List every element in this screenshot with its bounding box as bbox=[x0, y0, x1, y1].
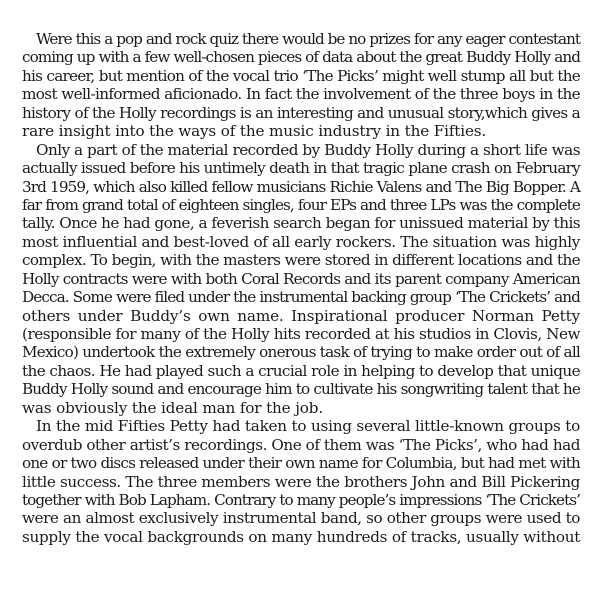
text-line: history of the Holly recordings is an interesting and unusual story,which gives a bbox=[22, 103, 580, 122]
text-line: was obviously the ideal man for the job. bbox=[22, 398, 323, 417]
text-line: tally. Once he had gone, a feverish search began for unissued material by this bbox=[22, 214, 580, 233]
text-line: most influential and best-loved of all early rockers. The situation was highly bbox=[22, 232, 580, 251]
text-line: complex. To begin, with the masters were stored in different locations and the bbox=[22, 251, 580, 270]
text-line: supply the vocal backgrounds on many hundreds of tracks, usually without bbox=[22, 527, 580, 546]
text-line: Were this a pop and rock quiz there would be no prizes for any eager contestant bbox=[36, 30, 580, 48]
text-line: others under Buddy’s own name. Inspirational producer Norman Petty bbox=[22, 306, 580, 325]
text-line: Holly contracts were with both Coral Records and its parent company American bbox=[22, 269, 580, 288]
text-line: actually issued before his untimely death in that tragic plane crash on February bbox=[22, 159, 580, 178]
text-line: most well-informed aficionado. In fact the involvement of the three boys in the bbox=[22, 85, 580, 104]
text-line: his career, but mention of the vocal trio ‘The Picks’ might well stump all but the bbox=[22, 66, 580, 85]
text-line: (responsible for many of the Holly hits recorded at his studios in Clovis, New bbox=[22, 325, 580, 343]
text-line: were an almost exclusively instrumental band, so other groups were used to bbox=[22, 509, 580, 528]
text-line: the chaos. He had played such a crucial role in helping to develop that unique bbox=[22, 361, 580, 380]
paragraph-3 bbox=[22, 417, 580, 546]
text-line: Only a part of the material recorded by Buddy Holly during a short life was bbox=[36, 140, 580, 159]
text-line: one or two discs released under their own name for Columbia, but had met with bbox=[22, 454, 580, 473]
text-line: Buddy Holly sound and encourage him to cultivate his songwriting talent that he bbox=[22, 380, 580, 399]
text-line: Mexico) undertook the extremely onerous task of trying to make order out of all bbox=[22, 343, 580, 362]
text-line: together with Bob Lapham. Contrary to many people’s impressions ‘The Crickets’ bbox=[22, 490, 580, 509]
text-line: little success. The three members were the brothers John and Bill Pickering bbox=[22, 472, 580, 491]
text-line: In the mid Fifties Petty had taken to using several little-known groups to bbox=[36, 417, 580, 436]
paragraph-1 bbox=[22, 30, 580, 141]
text-line: Decca. Some were filed under the instrumental backing group ‘The Crickets’ and bbox=[22, 288, 580, 307]
paragraph-2 bbox=[22, 141, 580, 418]
text-line: coming up with a few well-chosen pieces of data about the great Buddy Holly and bbox=[22, 48, 580, 67]
text-line: 3rd 1959, which also killed fellow musicians Richie Valens and The Big Bopper. A bbox=[22, 177, 580, 196]
text-line: far from grand total of eighteen singles, four EPs and three LPs was the complete bbox=[22, 195, 580, 214]
text-line: overdub other artist’s recordings. One of them was ‘The Picks’, who had had bbox=[22, 435, 580, 454]
text-line: rare insight into the ways of the music industry in the Fifties. bbox=[22, 122, 487, 141]
